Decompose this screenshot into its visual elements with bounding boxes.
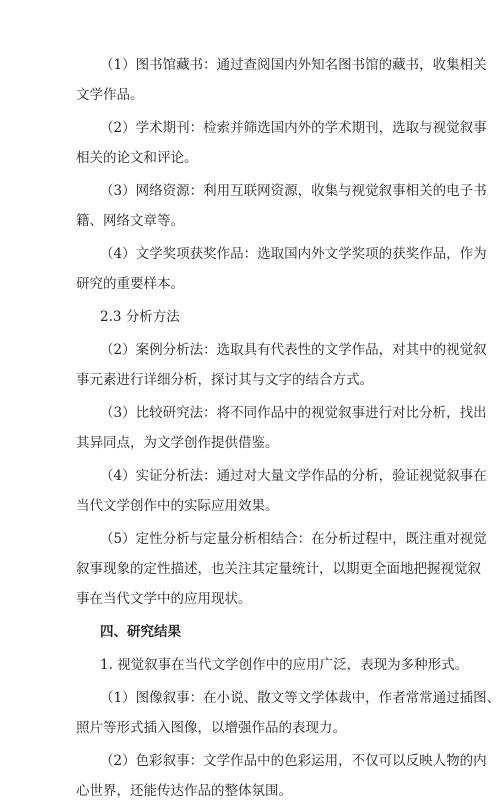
paragraph-online-resources [76,176,487,236]
paragraph-qualitative-quantitative [76,524,487,614]
text-line: （4）实证分析法：通过对大量文学作品的分析，验证视觉叙事在 [100,468,487,484]
text-line: （2）案例分析法：选取具有代表性的文学作品，对其中的视觉叙 [100,342,487,358]
text-line: 心世界，还能传达作品的整体氛围。 [76,783,292,799]
text-line: 籍、网络文章等。 [76,213,184,229]
text-line: 事元素进行详细分析，探讨其与文字的结合方式。 [76,372,373,388]
text-line: 事在当代文学中的应用现状。 [76,591,252,607]
text-line: （2）色彩叙事：文学作品中的色彩运用，不仅可以反映人物的内 [100,753,487,769]
text-line: 其异同点，为文学创作提供借鉴。 [76,435,279,451]
text-line: （1）图书馆藏书：通过查阅国内外知名图书馆的藏书，收集相关 [100,57,487,73]
text-line: 当代文学创作中的实际应用效果。 [76,498,279,514]
text-line: （5）定性分析与定量分析相结合：在分析过程中，既注重对视觉 [100,531,487,547]
section-heading: 四、研究结果 [100,624,181,640]
text-line: 研究的重要样本。 [76,276,184,292]
text-line: （2）学术期刊：检索并筛选国内外的学术期刊，选取与视觉叙事 [100,120,487,136]
paragraph-empirical-analysis [76,461,487,521]
section-heading-analysis-methods [76,302,436,332]
text-line: （3）网络资源：利用互联网资源，收集与视觉叙事相关的电子书 [100,183,487,199]
text-line: 叙事现象的定性描述，也关注其定量统计，以期更全面地把握视觉叙 [76,561,481,577]
text-line: 相关的论文和评论。 [76,150,198,166]
section-heading: 2.3 分析方法 [100,309,180,325]
text-line: 1. 视觉叙事在当代文学创作中的应用广泛，表现为多种形式。 [100,657,469,673]
paragraph-library-collections [76,50,487,110]
paragraph-academic-journals [76,113,487,173]
text-line: 照片等形式插入图像，以增强作品的表现力。 [76,720,346,736]
text-line: 文学作品。 [76,87,144,103]
text-line: （1）图像叙事：在小说、散文等文学体裁中，作者常常通过插图、 [100,690,500,706]
paragraph-image-narrative [76,683,500,743]
paragraph-award-works [76,239,487,299]
text-line: （3）比较研究法：将不同作品中的视觉叙事进行对比分析，找出 [100,405,487,421]
text-line: （4）文学奖项获奖作品：选取国内外文学奖项的获奖作品，作为 [100,246,487,262]
paragraph-case-analysis [76,335,487,395]
section-heading-research-results [100,617,460,647]
paragraph-results-overview [76,650,469,680]
paragraph-color-narrative [76,746,487,806]
paragraph-comparative-study [76,398,487,458]
